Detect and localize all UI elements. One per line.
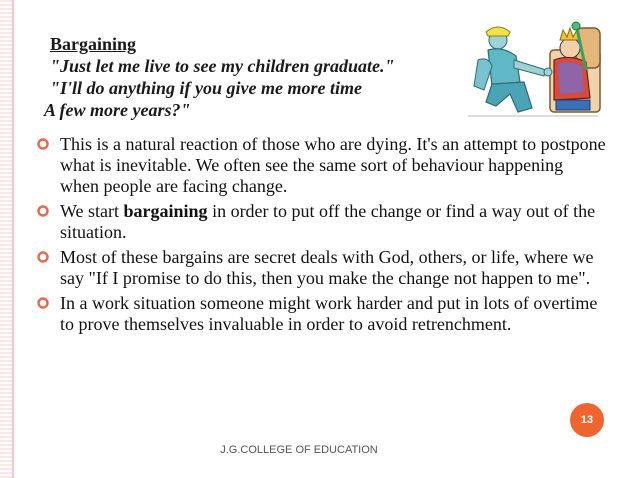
bullet-text-end: in order to put off the change or find a way out of the situation. [60, 201, 596, 242]
list-item [36, 201, 606, 243]
heading-quote-3: A few more years?" [44, 100, 191, 120]
bullet-text: This is a natural reaction of those who are dying. It's an attempt to postpone what is inevitable. We often see the same sort of behaviour happening when people are facing change. [60, 134, 606, 196]
footer-text: J.G.COLLEGE OF EDUCATION [220, 444, 378, 456]
slide-left-border [0, 0, 12, 478]
list-item [36, 134, 606, 197]
heading-quote-2: "I'll do anything if you give me more time [50, 78, 362, 98]
bullet-icon [36, 296, 50, 310]
bullet-icon [36, 204, 50, 218]
bullet-text: We start [60, 201, 124, 221]
heading-title: Bargaining [50, 34, 137, 54]
bullet-list [36, 134, 606, 339]
list-item [36, 293, 606, 335]
footer [0, 444, 638, 456]
slide-heading [44, 33, 395, 121]
slide-left-border-line [12, 0, 14, 478]
list-item [36, 247, 606, 289]
bullet-text: In a work situation someone might work harder and put in lots of overtime to prove themselves invaluable in order to avoid retrenchment. [60, 293, 598, 334]
bullet-icon [36, 250, 50, 264]
bullet-bold-text: bargaining [123, 201, 208, 221]
bullet-icon [36, 137, 50, 151]
heading-quote-1: "Just let me live to see my children graduate." [50, 56, 395, 76]
bargaining-cartoon-image [458, 20, 608, 126]
page-number-badge: 13 [570, 403, 604, 437]
bullet-text: Most of these bargains are secret deals with God, others, or life, where we say "If I promise to do this, then you make the change not happen to me". [60, 247, 594, 288]
